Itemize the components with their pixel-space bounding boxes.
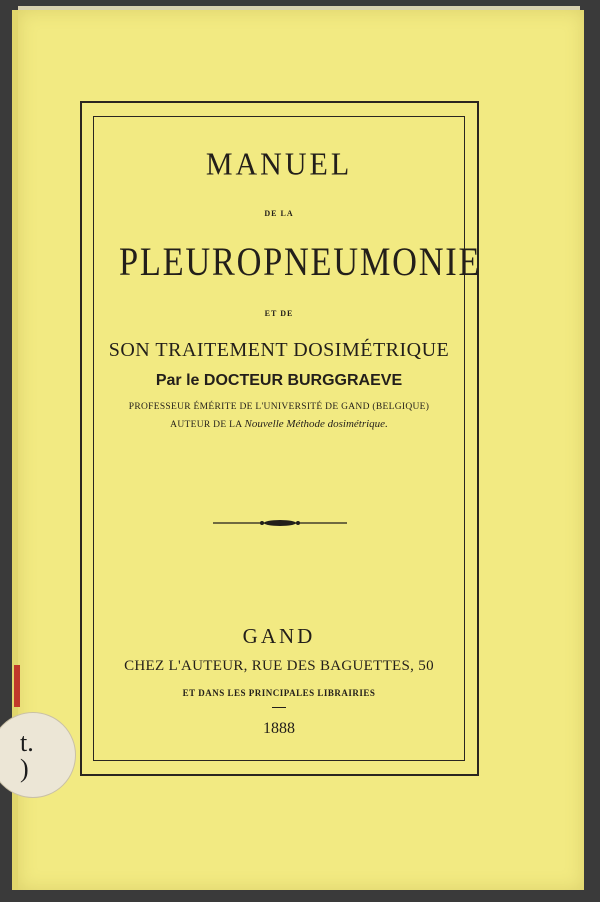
ornament-divider	[213, 518, 347, 528]
library-label-text: t. )	[20, 728, 34, 783]
publication-year: 1888	[263, 720, 295, 737]
short-rule	[272, 707, 286, 708]
author-works-title: Nouvelle Méthode dosimétrique.	[244, 418, 388, 430]
author-credentials: PROFESSEUR ÉMÉRITE DE L'UNIVERSITÉ DE GAND (BELGIQUE)	[128, 402, 430, 412]
subtitle: SON TRAITEMENT DOSIMÉTRIQUE	[108, 339, 450, 361]
publisher-city: GAND	[242, 624, 316, 648]
connector-et-de: ET DE	[264, 309, 294, 318]
red-tab-mark	[14, 665, 20, 707]
title-manuel: MANUEL	[205, 147, 353, 182]
main-title: PLEUROPNEUMONIE	[119, 239, 482, 284]
author-line: Par le DOCTEUR BURGGRAEVE	[155, 372, 403, 389]
author-works	[93, 418, 465, 430]
author-works-prefix: AUTEUR DE LA	[170, 420, 242, 430]
publisher-address: CHEZ L'AUTEUR, RUE DES BAGUETTES, 50	[124, 658, 434, 674]
publisher-libraries: ET DANS LES PRINCIPALES LIBRAIRIES	[182, 688, 376, 698]
connector-de-la: DE LA	[264, 209, 294, 218]
